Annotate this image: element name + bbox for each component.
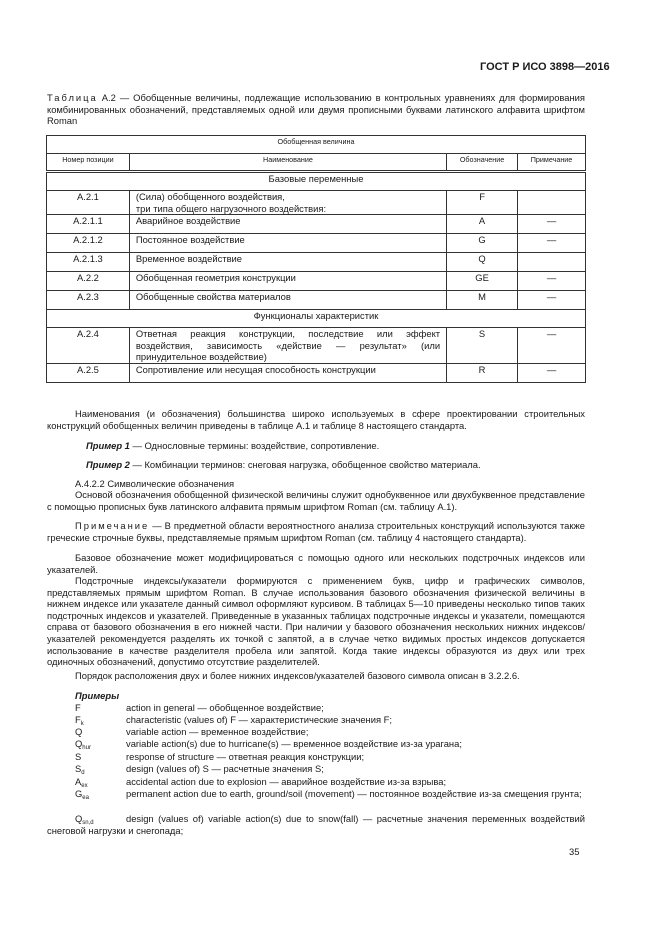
paragraph: Наименования (и обозначения) большинства широко используемых в сфере проектировании строительных конструкций обобщенных величин приведены в таблице А.1 и таблице 8 настоящего стандарта. bbox=[47, 408, 585, 431]
row-name: Постоянное воздействие bbox=[129, 234, 446, 253]
table-header-row bbox=[47, 154, 586, 172]
row-note: — bbox=[518, 291, 586, 310]
symbol-description: design (values of) variable action(s) due to snow(fall) — расчетные значения переменных воздействий снеговой нагрузки и снегопада; bbox=[47, 813, 585, 836]
row-symbol: R bbox=[447, 363, 518, 382]
symbol: $F_k$ bbox=[75, 714, 84, 727]
row-symbol: F bbox=[447, 191, 518, 215]
table-caption bbox=[47, 92, 585, 127]
table-row bbox=[47, 291, 586, 310]
example-1 bbox=[86, 440, 379, 452]
row-symbol: M bbox=[447, 291, 518, 310]
row-name: Сопротивление или несущая способность конструкции bbox=[129, 363, 446, 382]
paragraph: Подстрочные индексы/указатели формируются с применением букв, цифр и графических символов, представляемых прямым шрифтом Roman. В случае использования базового обозначения физической величины в нижнем индексе или указателе данный символ оформляют курсивом. В таблицах 5—10 приведены несколько типов таких подстрочных индексов и указателей. Приведенные в указанных таблицах подстрочные индексы и указатели, помещаются справа от базового обозначения в его нижней части. При наличии у базового обозначения нескольких нижних индексов/указателей рекомендуется разделять их точкой с запятой, а в случае четко видимых простых индексов допускается использование в качестве разделителя пробела или запятой. Когда такие индексы образуются из двух или трех одиночных обозначений, допустимо отсутствие разделителей. bbox=[47, 575, 585, 668]
list-item bbox=[47, 788, 585, 800]
row-name: Обобщенная геометрия конструкции bbox=[129, 272, 446, 291]
example-2 bbox=[86, 459, 481, 471]
symbol-description: action in general — обобщенное воздействие; bbox=[126, 702, 324, 713]
examples-title: Примеры bbox=[75, 690, 120, 701]
symbols-table bbox=[46, 135, 586, 383]
symbol-description: permanent action due to earth, ground/soil (movement) — постоянное воздействие из-за смещения грунта; bbox=[126, 788, 582, 799]
caption-number: А.2 bbox=[101, 92, 116, 103]
row-number: А.2.1.2 bbox=[47, 234, 130, 253]
col-header-number: Номер позиции bbox=[47, 154, 130, 172]
row-symbol: Q bbox=[447, 253, 518, 272]
row-symbol: GE bbox=[447, 272, 518, 291]
row-note: — bbox=[518, 272, 586, 291]
symbol: F bbox=[75, 702, 81, 713]
symbol: $S_d$ bbox=[75, 763, 85, 776]
section-title: Функционалы характеристик bbox=[47, 310, 586, 328]
row-symbol: S bbox=[447, 328, 518, 364]
table-row bbox=[47, 253, 586, 272]
row-symbol: A bbox=[447, 215, 518, 234]
row-note: — bbox=[518, 215, 586, 234]
row-name: Обобщенные свойства материалов bbox=[129, 291, 446, 310]
row-number: А.2.2 bbox=[47, 272, 130, 291]
row-number: А.2.5 bbox=[47, 363, 130, 382]
col-header-symbol: Обозначение bbox=[447, 154, 518, 172]
row-number: А.2.1 bbox=[47, 191, 130, 215]
table-group-header-row bbox=[47, 136, 586, 154]
row-name-line: (Сила) обобщенного воздействия, bbox=[135, 191, 285, 202]
row-symbol: G bbox=[447, 234, 518, 253]
note-label: Примечание bbox=[75, 520, 150, 531]
section-row bbox=[47, 172, 586, 191]
note bbox=[47, 520, 585, 543]
section-row bbox=[47, 310, 586, 328]
table-row bbox=[47, 328, 586, 364]
caption-text: — Обобщенные величины, подлежащие использованию в контрольных уравнениях для формирования комбинированных обозначений, представляемых одной или двумя прописными буквами латинского алфавита шрифтом Roman bbox=[47, 92, 585, 127]
list-item bbox=[47, 813, 585, 836]
table-row bbox=[47, 215, 586, 234]
row-name-line: три типа общего нагрузочного воздействия: bbox=[135, 202, 327, 214]
symbol-description: variable action — временное воздействие; bbox=[126, 726, 309, 737]
caption-label: Таблица bbox=[47, 92, 98, 103]
symbol-description: characteristic (values of) F — характеристические значения F; bbox=[126, 714, 392, 725]
example-text: — Однословные термины: воздействие, сопротивление. bbox=[129, 440, 380, 451]
symbol-description: design (values of) S — расчетные значения S; bbox=[126, 763, 324, 774]
example-text: — Комбинации терминов: снеговая нагрузка, обобщенное свойство материала. bbox=[129, 459, 481, 470]
group-header: Обобщенная величина bbox=[47, 136, 586, 154]
symbol: $Q_{hur}$ bbox=[75, 738, 91, 751]
row-number: А.2.1.3 bbox=[47, 253, 130, 272]
col-header-name: Наименование bbox=[129, 154, 446, 172]
symbol-description: variable action(s) due to hurricane(s) — временное воздействие из-за урагана; bbox=[126, 738, 462, 749]
example-label: Пример 1 bbox=[86, 440, 130, 451]
row-note: — bbox=[518, 234, 586, 253]
section-heading: А.4.2.2 Символические обозначения bbox=[75, 478, 235, 489]
paragraph: Порядок расположения двух и более нижних индексов/указателей базового символа описан в 3.2.2.6. bbox=[75, 670, 520, 681]
symbol: $G_{ea}$ bbox=[75, 788, 89, 801]
symbol: $A_{ex}$ bbox=[75, 776, 88, 789]
example-label: Пример 2 bbox=[86, 459, 130, 470]
paragraph: Базовое обозначение может модифицироваться с помощью одного или нескольких подстрочных индексов или указателей. bbox=[47, 552, 585, 575]
symbol: $Q_{sn,d}$ bbox=[75, 813, 94, 826]
table-row bbox=[47, 363, 586, 382]
paragraph: Основой обозначения обобщенной физической величины служит однобуквенное или двухбуквенное представление с помощью прописных букв латинского алфавита прямым шрифтом Roman (см. таблицу А.1). bbox=[47, 489, 585, 512]
table-row bbox=[47, 272, 586, 291]
row-number: А.2.1.1 bbox=[47, 215, 130, 234]
row-name: Аварийное воздействие bbox=[129, 215, 446, 234]
row-number: А.2.3 bbox=[47, 291, 130, 310]
row-name: Ответная реакция конструкции, последствие или эффект воздействия, зависимость «действие — результат» (или принудительное воздействие) bbox=[129, 328, 446, 364]
symbol-description: accidental action due to explosion — аварийное воздействие из-за взрыва; bbox=[126, 776, 447, 787]
symbol-description: response of structure — ответная реакция конструкции; bbox=[126, 751, 365, 762]
table-row bbox=[47, 234, 586, 253]
row-note bbox=[518, 191, 586, 215]
standard-number: ГОСТ Р ИСО 3898—2016 bbox=[480, 61, 610, 73]
note-text: — В предметной области вероятностного анализа строительных конструкций используются также греческие строчные буквы, представляемые прямым шрифтом Roman (см. таблицу 4 настоящего стандарта). bbox=[47, 520, 585, 543]
row-name bbox=[129, 191, 446, 215]
row-note bbox=[518, 253, 586, 272]
col-header-note: Примечание bbox=[518, 154, 586, 172]
row-note: — bbox=[518, 328, 586, 364]
row-note: — bbox=[518, 363, 586, 382]
symbol: S bbox=[75, 751, 82, 762]
symbol: Q bbox=[75, 726, 83, 737]
page-number: 35 bbox=[569, 846, 580, 857]
section-title: Базовые переменные bbox=[47, 172, 586, 191]
row-number: А.2.4 bbox=[47, 328, 130, 364]
table-row bbox=[47, 191, 586, 215]
row-name: Временное воздействие bbox=[129, 253, 446, 272]
